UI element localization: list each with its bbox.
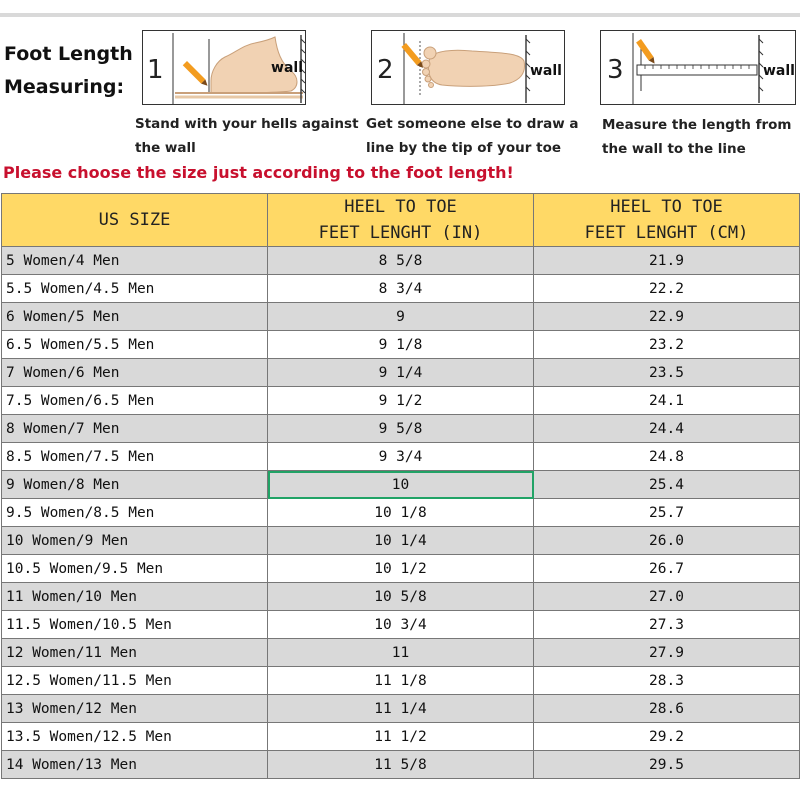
table-row: [2, 387, 800, 415]
cell-cm[interactable]: 24.4: [534, 415, 800, 443]
step-3-caption: [602, 113, 791, 161]
header-length-in: [268, 194, 534, 247]
cell-us[interactable]: 11 Women/10 Men: [2, 583, 268, 611]
cell-us[interactable]: 12 Women/11 Men: [2, 639, 268, 667]
cell-in[interactable]: 8 3/4: [268, 275, 534, 303]
cell-cm[interactable]: 23.2: [534, 331, 800, 359]
step-1-caption-line1: Stand with your hells against: [135, 116, 359, 132]
header-us-size-label: US SIZE: [98, 210, 171, 230]
cell-cm[interactable]: 24.1: [534, 387, 800, 415]
header-length-cm: [534, 194, 800, 247]
size-note: Please choose the size just according to the foot length!: [3, 163, 514, 182]
table-row: [2, 443, 800, 471]
step-1-number: 1: [147, 55, 164, 85]
step-3-wall-label: wall: [763, 63, 795, 79]
cell-in[interactable]: 10 3/4: [268, 611, 534, 639]
step-2-panel: [371, 30, 565, 105]
table-row: [2, 695, 800, 723]
top-divider: [0, 13, 800, 17]
step-1-wall-label: wall: [271, 60, 303, 76]
cell-us[interactable]: 10.5 Women/9.5 Men: [2, 555, 268, 583]
foot-side-icon: [143, 31, 307, 106]
cell-in[interactable]: 9 3/4: [268, 443, 534, 471]
step-1-panel: [142, 30, 306, 105]
cell-in[interactable]: 10: [268, 471, 534, 499]
cell-cm[interactable]: 28.3: [534, 667, 800, 695]
cell-cm[interactable]: 29.2: [534, 723, 800, 751]
table-row: [2, 275, 800, 303]
table-row: [2, 303, 800, 331]
cell-us[interactable]: 10 Women/9 Men: [2, 527, 268, 555]
table-row: [2, 359, 800, 387]
header-length-cm-line1: HEEL TO TOE: [610, 197, 723, 217]
step-2-number: 2: [377, 55, 394, 85]
cell-cm[interactable]: 22.2: [534, 275, 800, 303]
cell-in[interactable]: 9 1/8: [268, 331, 534, 359]
cell-in[interactable]: 11: [268, 639, 534, 667]
table-row: [2, 751, 800, 779]
cell-in[interactable]: 10 1/2: [268, 555, 534, 583]
header-length-in-line1: HEEL TO TOE: [344, 197, 457, 217]
table-row: [2, 247, 800, 275]
cell-us[interactable]: 8 Women/7 Men: [2, 415, 268, 443]
table-row: [2, 415, 800, 443]
cell-us[interactable]: 12.5 Women/11.5 Men: [2, 667, 268, 695]
cell-us[interactable]: 9.5 Women/8.5 Men: [2, 499, 268, 527]
cell-in[interactable]: 9: [268, 303, 534, 331]
cell-in[interactable]: 10 1/8: [268, 499, 534, 527]
cell-us[interactable]: 7 Women/6 Men: [2, 359, 268, 387]
size-chart-table: [1, 193, 800, 779]
cell-cm[interactable]: 26.0: [534, 527, 800, 555]
cell-in[interactable]: 9 5/8: [268, 415, 534, 443]
step-2-caption: [366, 112, 578, 160]
step-2-caption-line1: Get someone else to draw a: [366, 116, 579, 132]
cell-cm[interactable]: 27.0: [534, 583, 800, 611]
table-body: [2, 247, 800, 779]
cell-in[interactable]: 11 1/4: [268, 695, 534, 723]
cell-in[interactable]: 11 5/8: [268, 751, 534, 779]
step-3-panel: [600, 30, 796, 105]
table-row: [2, 555, 800, 583]
header-us-size: [2, 194, 268, 247]
table-row: [2, 639, 800, 667]
table-row: [2, 499, 800, 527]
table-row: [2, 667, 800, 695]
cell-in[interactable]: 10 5/8: [268, 583, 534, 611]
cell-cm[interactable]: 29.5: [534, 751, 800, 779]
table-row: [2, 723, 800, 751]
cell-cm[interactable]: 24.8: [534, 443, 800, 471]
cell-us[interactable]: 9 Women/8 Men: [2, 471, 268, 499]
foot-top-icon: [372, 31, 566, 106]
cell-cm[interactable]: 28.6: [534, 695, 800, 723]
cell-in[interactable]: 10 1/4: [268, 527, 534, 555]
table-header-row: [2, 194, 800, 247]
cell-cm[interactable]: 25.7: [534, 499, 800, 527]
cell-us[interactable]: 8.5 Women/7.5 Men: [2, 443, 268, 471]
cell-in[interactable]: 11 1/2: [268, 723, 534, 751]
cell-us[interactable]: 6 Women/5 Men: [2, 303, 268, 331]
step-3-caption-line1: Measure the length from: [602, 117, 792, 133]
cell-cm[interactable]: 21.9: [534, 247, 800, 275]
cell-in[interactable]: 9 1/2: [268, 387, 534, 415]
page-title-line2: Measuring:: [4, 76, 125, 98]
cell-cm[interactable]: 23.5: [534, 359, 800, 387]
table-row: [2, 331, 800, 359]
table-row: [2, 471, 800, 499]
cell-us[interactable]: 13 Women/12 Men: [2, 695, 268, 723]
cell-cm[interactable]: 27.9: [534, 639, 800, 667]
cell-in[interactable]: 8 5/8: [268, 247, 534, 275]
step-1-caption: [135, 112, 359, 160]
cell-us[interactable]: 13.5 Women/12.5 Men: [2, 723, 268, 751]
cell-us[interactable]: 11.5 Women/10.5 Men: [2, 611, 268, 639]
step-3-number: 3: [607, 55, 624, 85]
header-length-cm-line2: FEET LENGHT (CM): [584, 223, 749, 243]
cell-us[interactable]: 7.5 Women/6.5 Men: [2, 387, 268, 415]
cell-us[interactable]: 6.5 Women/5.5 Men: [2, 331, 268, 359]
cell-cm[interactable]: 25.4: [534, 471, 800, 499]
step-2-caption-line2: line by the tip of your toe: [366, 140, 562, 156]
ruler-icon: [601, 31, 797, 106]
table-row: [2, 527, 800, 555]
cell-us[interactable]: 5.5 Women/4.5 Men: [2, 275, 268, 303]
cell-in[interactable]: 9 1/4: [268, 359, 534, 387]
cell-in[interactable]: 11 1/8: [268, 667, 534, 695]
step-2-wall-label: wall: [530, 63, 562, 79]
page-title-line1: Foot Length: [4, 43, 133, 65]
step-1-caption-line2: the wall: [135, 140, 196, 156]
table-row: [2, 611, 800, 639]
cell-cm[interactable]: 27.3: [534, 611, 800, 639]
cell-cm[interactable]: 26.7: [534, 555, 800, 583]
cell-cm[interactable]: 22.9: [534, 303, 800, 331]
table-row: [2, 583, 800, 611]
step-3-caption-line2: the wall to the line: [602, 141, 746, 157]
header-length-in-line2: FEET LENGHT (IN): [318, 223, 483, 243]
cell-us[interactable]: 14 Women/13 Men: [2, 751, 268, 779]
cell-us[interactable]: 5 Women/4 Men: [2, 247, 268, 275]
